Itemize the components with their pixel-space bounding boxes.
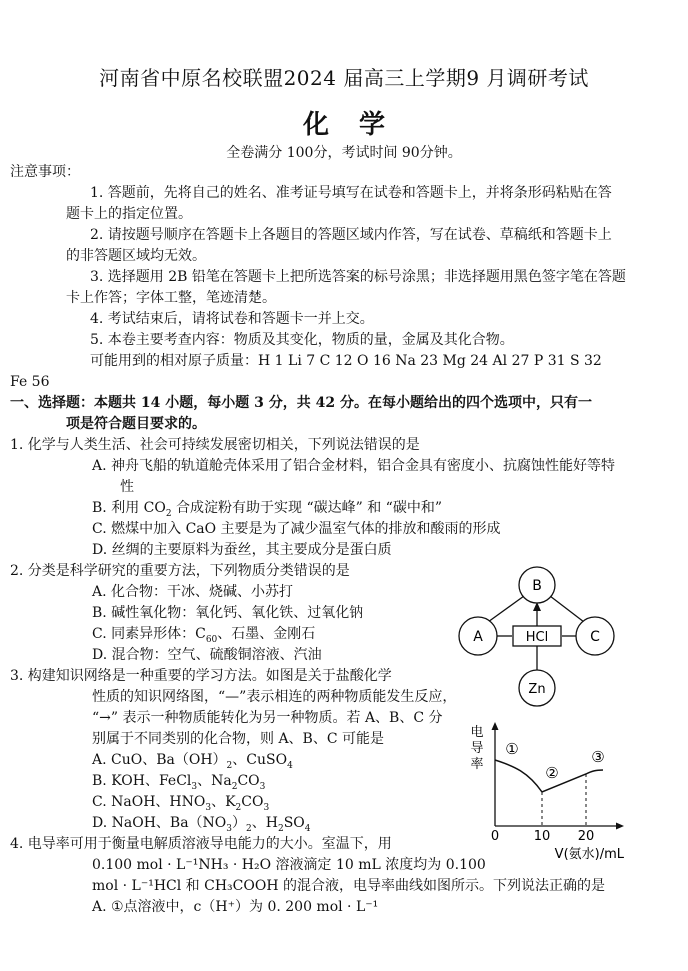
question-2-option-c: C. 同素异形体：$C_{60}$、石墨、金刚石: [92, 626, 316, 645]
question-4-stem-3: mol · L⁻¹HCl 和 CH₃COOH 的混合液，电导率曲线如图所示。下列说法正确的是: [92, 878, 605, 894]
question-2-stem: 2. 分类是科学研究的重要方法，下列物质分类错误的是: [10, 563, 350, 579]
question-2-option-d: D. 混合物：空气、硫酸铜溶液、汽油: [92, 647, 322, 663]
question-1-option-b: B. 利用 $CO_2$ 合成淀粉有助于实现 “碳达峰” 和 “碳中和”: [92, 500, 442, 519]
question-4-stem-2: 0.100 mol · L⁻¹NH₃ · H₂O 溶液滴定 10 mL 浓度均为 0.100: [92, 857, 486, 873]
link-a-b: [488, 596, 524, 622]
note-line: 3. 选择题用 2B 铅笔在答题卡上把所选答案的标号涂黑；非选择题用黑色签字笔在答题: [90, 269, 626, 285]
tick-20-label: 20: [577, 829, 595, 844]
atomic-mass-line: 可能用到的相对原子质量：H 1 Li 7 C 12 O 16 Na 23 Mg 24 Al 27 P 31 S 32: [90, 353, 602, 369]
y-axis-arrow: [492, 722, 499, 730]
section-heading: 一、选择题：本题共 14 小题，每小题 3 分，共 42 分。在每小题给出的四个选项中，只有一: [10, 395, 592, 411]
tick-10-label: 10: [533, 829, 551, 844]
notes-heading: 注意事项：: [10, 164, 80, 180]
x-axis-arrow: [616, 823, 624, 830]
node-c-label: C: [590, 629, 600, 645]
node-hcl-label: HCl: [525, 630, 549, 645]
question-2-option-a: A. 化合物：干冰、烧碱、小苏打: [92, 584, 294, 600]
node-zn-label: Zn: [528, 682, 546, 697]
point-3-label: ③: [591, 748, 605, 766]
conductivity-graph: [462, 722, 628, 864]
note-line: 2. 请按题号顺序在答题卡上各题目的答题区域内作答，写在试卷、草稿纸和答题卡上: [90, 227, 612, 243]
question-1-option-c: C. 燃煤中加入 CaO 主要是为了减少温室气体的排放和酸雨的形成: [92, 521, 501, 537]
question-3-stem-3: “→” 表示一种物质能转化为另一种物质。若 A、B、C 分: [92, 710, 443, 726]
exam-title: 河南省中原名校联盟2024 届高三上学期9 月调研考试: [99, 66, 589, 90]
question-3-stem-2: 性质的知识网络图，“—”表示相连的两种物质能发生反应，: [92, 689, 457, 705]
question-4-stem-1: 4. 电导率可用于衡量电解质溶液导电能力的大小。室温下，用: [10, 836, 392, 852]
link-b-c: [550, 596, 584, 622]
question-3-option-a: A. CuO、$Ba(OH)_2$、CuSO$_4$: [92, 752, 293, 771]
exam-info: 全卷满分 100分，考试时间 90分钟。: [226, 145, 462, 161]
point-2-label: ②: [545, 764, 559, 782]
question-3-stem-4: 别属于不同类别的化合物，则 A、B、C 可能是: [92, 731, 385, 747]
question-1-option-a: A. 神舟飞船的轨道舱壳体采用了铝合金材料，铝合金具有密度小、抗腐蚀性能好等特: [92, 458, 616, 474]
y-label-3: 率: [470, 757, 484, 772]
note-line: 题卡上的指定位置。: [66, 206, 192, 222]
subject-title: 化学: [302, 110, 415, 140]
question-1-option-d: D. 丝绸的主要原料为蚕丝，其主要成分是蛋白质: [92, 542, 392, 558]
question-4-option-a: A. ①点溶液中，c（H⁺）为 0. 200 mol · L⁻¹: [92, 899, 379, 915]
question-3-option-b: B. KOH、FeCl$_3$、$Na_2CO_3$: [92, 773, 266, 792]
note-line: 5. 本卷主要考查内容：物质及其变化，物质的量，金属及其化合物。: [90, 332, 514, 348]
y-label-1: 电: [470, 725, 484, 740]
note-line: 卡上作答；字体工整，笔迹清楚。: [66, 290, 276, 306]
question-3-stem-1: 3. 构建知识网络是一种重要的学习方法。如图是关于盐酸化学: [10, 668, 392, 684]
question-1-stem: 1. 化学与人类生活、社会可持续发展密切相关，下列说法错误的是: [10, 437, 420, 453]
hcl-network-diagram: [452, 560, 620, 718]
question-3-option-d: D. NaOH、$Ba(NO_3)_2$、$H_2SO_4$: [92, 815, 311, 834]
atomic-mass-line-cont: Fe 56: [10, 374, 50, 390]
section-heading-cont: 项是符合题目要求的。: [66, 416, 206, 432]
note-line: 4. 考试结束后，请将试卷和答题卡一并上交。: [90, 311, 374, 327]
origin-label: 0: [490, 829, 500, 844]
note-line: 的非答题区域均无效。: [66, 248, 206, 264]
question-1-option-a-cont: 性: [120, 479, 134, 495]
question-3-option-c: C. NaOH、$HNO_3$、$K_2CO_3$: [92, 794, 270, 813]
x-axis-label: V(氨水)/mL: [554, 847, 624, 862]
note-line: 1. 答题前，先将自己的姓名、准考证号填写在试卷和答题卡上，并将条形码粘贴在答: [90, 185, 612, 201]
y-label-2: 导: [470, 741, 484, 756]
question-2-option-b: B. 碱性氧化物：氧化钙、氧化铁、过氧化钠: [92, 605, 364, 621]
node-a-label: A: [473, 629, 483, 645]
node-b-label: B: [532, 578, 542, 594]
point-1-label: ①: [505, 740, 519, 758]
